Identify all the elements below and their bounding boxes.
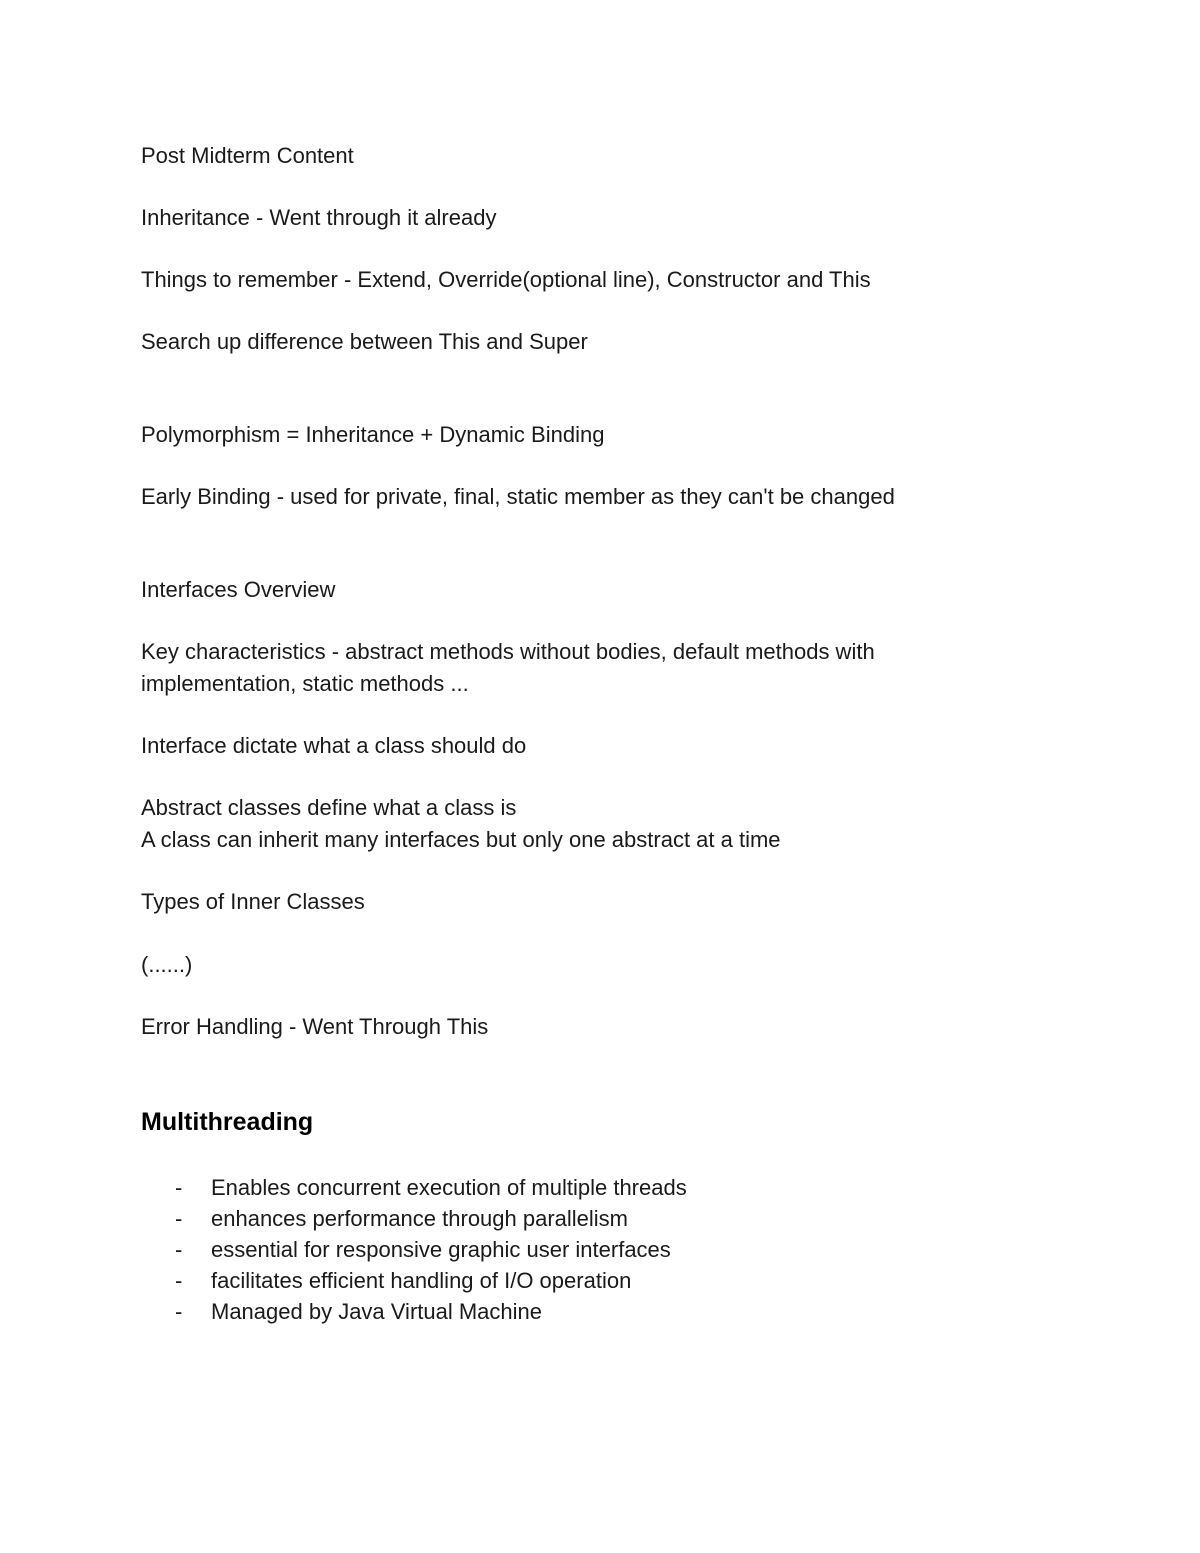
bullet-dash: - bbox=[175, 1237, 183, 1262]
list-item-text: Managed by Java Virtual Machine bbox=[211, 1299, 543, 1324]
text-line-interfaces-overview: Interfaces Overview bbox=[141, 577, 336, 602]
text-line-ellipsis: (......) bbox=[141, 952, 193, 977]
list-item-text: essential for responsive graphic user interfaces bbox=[211, 1237, 671, 1262]
text-line-early-binding: Early Binding - used for private, final, static member as they can't be changed bbox=[141, 484, 895, 509]
text-line-inheritance: Inheritance - Went through it already bbox=[141, 205, 497, 230]
text-line-key-characteristics-cont: implementation, static methods ... bbox=[141, 671, 469, 696]
list-item-text: Enables concurrent execution of multiple threads bbox=[211, 1175, 687, 1200]
bullet-dash: - bbox=[175, 1299, 183, 1324]
text-line-things-to-remember: Things to remember - Extend, Override(optional line), Constructor and This bbox=[141, 267, 871, 292]
text-line-key-characteristics: Key characteristics - abstract methods without bodies, default methods with bbox=[141, 639, 875, 664]
list-item-text: facilitates efficient handling of I/O operation bbox=[211, 1268, 632, 1293]
bullet-dash: - bbox=[175, 1175, 183, 1200]
text-line-error-handling: Error Handling - Went Through This bbox=[141, 1014, 489, 1039]
text-line-inherit-interfaces: A class can inherit many interfaces but only one abstract at a time bbox=[141, 827, 781, 852]
bullet-dash: - bbox=[175, 1268, 183, 1293]
multithreading-heading: Multithreading bbox=[141, 1108, 314, 1136]
document-title: Post Midterm Content bbox=[141, 143, 354, 168]
list-item-text: enhances performance through parallelism bbox=[211, 1206, 629, 1231]
text-line-polymorphism: Polymorphism = Inheritance + Dynamic Binding bbox=[141, 422, 605, 447]
text-line-inner-classes: Types of Inner Classes bbox=[141, 889, 365, 914]
bullet-dash: - bbox=[175, 1206, 183, 1231]
text-line-this-vs-super: Search up difference between This and Super bbox=[141, 329, 588, 354]
text-line-abstract-classes: Abstract classes define what a class is bbox=[141, 795, 517, 820]
text-line-interface-dictate: Interface dictate what a class should do bbox=[141, 733, 527, 758]
